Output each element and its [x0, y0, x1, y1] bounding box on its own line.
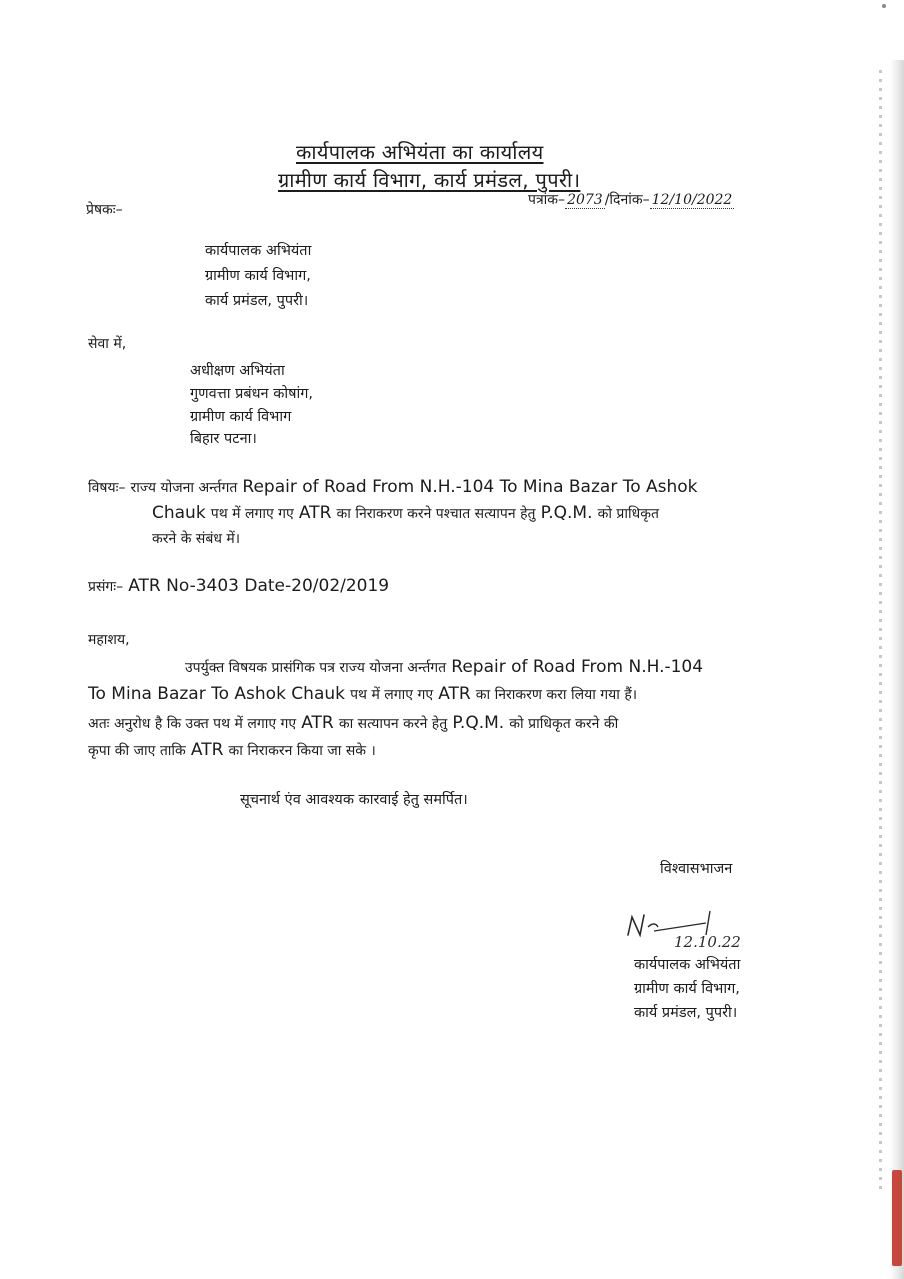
- recipient-label: सेवा में,: [88, 336, 127, 352]
- signature-date: 12.10.22: [674, 933, 741, 951]
- subject-line-1: [88, 477, 698, 497]
- body-l3-atr: ATR: [301, 713, 334, 733]
- prasang-value: ATR No-3403 Date-20/02/2019: [128, 576, 390, 596]
- body-l1-en: Repair of Road From N.H.-104: [451, 657, 704, 677]
- subject-pqm: P.Q.M.: [540, 503, 593, 523]
- body-l2-en: To Mina Bazar To Ashok Chauk: [88, 684, 345, 704]
- sender-line-2: ग्रामीण कार्य विभाग,: [205, 268, 311, 284]
- patrank-label: पत्रांक–: [528, 192, 566, 208]
- signatory-line-3: कार्य प्रमंडल, पुपरी।: [634, 1005, 738, 1021]
- body-l2-atr: ATR: [438, 684, 471, 704]
- body-line-3: [88, 713, 618, 733]
- signatory-line-1: कार्यपालक अभियंता: [634, 957, 741, 973]
- closing-note: सूचनार्थ एंव आवश्यक कारवाई हेतु समर्पित।: [240, 792, 468, 808]
- reference-prasang: [88, 576, 389, 596]
- subject-chauk: Chauk: [152, 503, 206, 523]
- sender-label: प्रेषकः–: [86, 202, 123, 218]
- subject-text-en: Repair of Road From N.H.-104 To Mina Bazar To Ashok: [242, 477, 698, 497]
- patrank-value: 2073: [567, 192, 603, 208]
- dinank-value: 12/10/2022: [651, 192, 733, 208]
- recipient-line-1: अधीक्षण अभियंता: [190, 363, 285, 379]
- scan-edge-red-mark: [892, 1170, 902, 1266]
- subject-label: विषयः–: [88, 480, 126, 496]
- recipient-line-2: गुणवत्ता प्रबंधन कोषांग,: [190, 386, 313, 402]
- reference-line: [528, 190, 734, 209]
- recipient-line-4: बिहार पटना।: [190, 431, 257, 447]
- valediction: विश्वासभाजन: [660, 861, 733, 877]
- subject-atr: ATR: [298, 503, 332, 523]
- office-title: कार्यपालक अभियंता का कार्यालय: [296, 140, 544, 164]
- body-l3-hi2: का सत्यापन करने हेतु: [338, 716, 448, 732]
- body-l4-hi1: कृपा की जाए ताकि: [88, 743, 186, 759]
- scan-corner-dot: [882, 4, 886, 8]
- sender-line-3: कार्य प्रमंडल, पुपरी।: [205, 293, 309, 309]
- body-l3-hi3: को प्राधिकृत करने की: [509, 716, 619, 732]
- body-l2-hi1: पथ में लगाए गए: [350, 687, 434, 703]
- subject-hi-2: का निराकरण करने पश्चात सत्यापन हेतु: [336, 506, 536, 522]
- sender-line-1: कार्यपालक अभियंता: [205, 243, 312, 259]
- subject-text-hi: राज्य योजना अर्न्तगत: [130, 480, 238, 496]
- scan-edge-shadow: [890, 60, 904, 1279]
- body-l1-hi: उपर्युक्त विषयक प्रासंगिक पत्र राज्य योजना अर्न्तगत: [185, 660, 447, 676]
- salutation: महाशय,: [88, 632, 130, 648]
- subject-line-2: [152, 503, 659, 523]
- subject-hi-3: को प्राधिकृत: [597, 506, 659, 522]
- dinank-label: /दिनांक–: [604, 192, 650, 208]
- body-l3-hi1: अतः अनुरोध है कि उक्त पथ में लगाए गए: [88, 716, 297, 732]
- body-l3-pqm: P.Q.M.: [452, 713, 505, 733]
- handwritten-signature: [622, 905, 772, 955]
- body-line-1: [185, 657, 703, 677]
- body-l4-atr: ATR: [190, 740, 224, 760]
- body-l4-hi2: का निराकरन किया जा सके ।: [228, 743, 376, 759]
- body-l2-hi2: का निराकरण करा लिया गया हैं।: [475, 687, 638, 703]
- prasang-label: प्रसंगः–: [88, 579, 124, 595]
- body-line-4: [88, 740, 376, 760]
- office-subtitle: ग्रामीण कार्य विभाग, कार्य प्रमंडल, पुपरी।: [278, 168, 581, 192]
- recipient-line-3: ग्रामीण कार्य विभाग: [190, 409, 292, 425]
- subject-hi-1: पथ में लगाए गए: [210, 506, 294, 522]
- scan-edge-dots: [879, 70, 882, 1190]
- signatory-line-2: ग्रामीण कार्य विभाग,: [634, 981, 740, 997]
- body-line-2: [88, 684, 637, 704]
- subject-line-3: करने के संबंध में।: [152, 531, 241, 547]
